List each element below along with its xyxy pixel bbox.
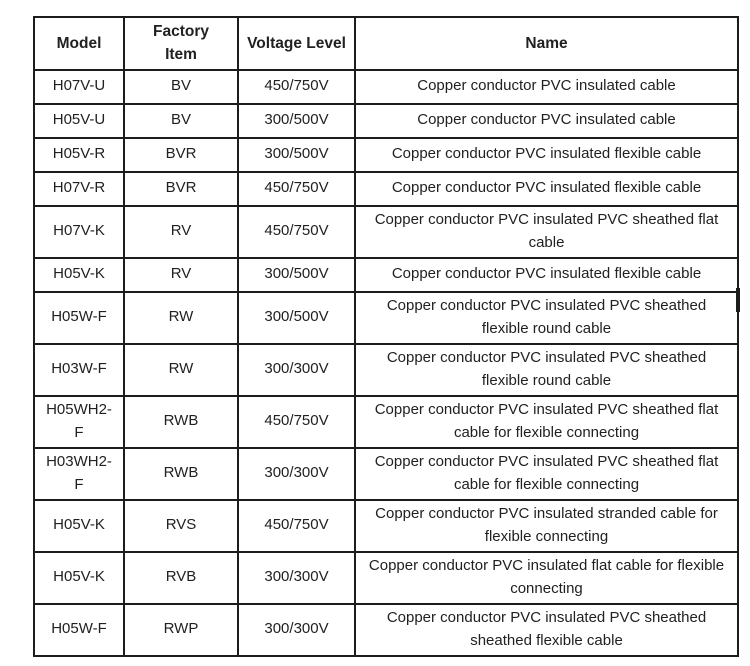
cell-name: Copper conductor PVC insulated flat cable for flexible connecting xyxy=(355,552,738,604)
cell-name: Copper conductor PVC insulated cable xyxy=(355,70,738,104)
cell-factory-item: BV xyxy=(124,70,238,104)
cell-name: Copper conductor PVC insulated PVC sheathed flexible round cable xyxy=(355,292,738,344)
cell-model: H05V-U xyxy=(34,104,124,138)
cell-name: Copper conductor PVC insulated cable xyxy=(355,104,738,138)
cell-voltage-level: 300/300V xyxy=(238,552,355,604)
cell-voltage-level: 300/500V xyxy=(238,292,355,344)
cell-factory-item: RV xyxy=(124,258,238,292)
cell-voltage-level: 300/300V xyxy=(238,604,355,656)
cell-name: Copper conductor PVC insulated PVC sheathed sheathed flexible cable xyxy=(355,604,738,656)
cell-voltage-level: 300/500V xyxy=(238,104,355,138)
cell-name: Copper conductor PVC insulated flexible cable xyxy=(355,172,738,206)
cell-name: Copper conductor PVC insulated flexible cable xyxy=(355,138,738,172)
cell-factory-item: RW xyxy=(124,344,238,396)
cell-model: H05W-F xyxy=(34,604,124,656)
table-row xyxy=(34,172,738,206)
cell-name: Copper conductor PVC insulated stranded cable for flexible connecting xyxy=(355,500,738,552)
table-row xyxy=(34,344,738,396)
cell-voltage-level: 300/500V xyxy=(238,138,355,172)
cell-model: H05W-F xyxy=(34,292,124,344)
table-row xyxy=(34,292,738,344)
cell-factory-item: RVS xyxy=(124,500,238,552)
cell-model: H05V-K xyxy=(34,500,124,552)
cell-voltage-level: 300/300V xyxy=(238,448,355,500)
table-row xyxy=(34,258,738,292)
cell-model: H05WH2-F xyxy=(34,396,124,448)
cable-spec-table xyxy=(33,16,739,657)
cell-model: H07V-R xyxy=(34,172,124,206)
cell-name: Copper conductor PVC insulated PVC sheathed flat cable xyxy=(355,206,738,258)
cell-voltage-level: 450/750V xyxy=(238,172,355,206)
table-row xyxy=(34,138,738,172)
cell-factory-item: RV xyxy=(124,206,238,258)
cell-name: Copper conductor PVC insulated PVC sheathed flat cable for flexible connecting xyxy=(355,448,738,500)
table-row xyxy=(34,70,738,104)
cell-factory-item: RWB xyxy=(124,448,238,500)
header-name: Name xyxy=(355,17,738,70)
scrollbar-thumb[interactable] xyxy=(736,288,740,312)
cell-model: H03WH2-F xyxy=(34,448,124,500)
cell-factory-item: RW xyxy=(124,292,238,344)
table-row xyxy=(34,500,738,552)
cell-model: H03W-F xyxy=(34,344,124,396)
table-row xyxy=(34,104,738,138)
cell-factory-item: RVB xyxy=(124,552,238,604)
cell-model: H07V-K xyxy=(34,206,124,258)
cell-factory-item: BVR xyxy=(124,138,238,172)
cell-factory-item: RWB xyxy=(124,396,238,448)
header-voltage-level: Voltage Level xyxy=(238,17,355,70)
header-model: Model xyxy=(34,17,124,70)
table-header-row xyxy=(34,17,738,70)
table-row xyxy=(34,604,738,656)
table-row xyxy=(34,552,738,604)
cell-voltage-level: 300/500V xyxy=(238,258,355,292)
cell-factory-item: BVR xyxy=(124,172,238,206)
cell-voltage-level: 450/750V xyxy=(238,206,355,258)
header-factory-item: Factory Item xyxy=(124,17,238,70)
table-row xyxy=(34,396,738,448)
cell-model: H07V-U xyxy=(34,70,124,104)
cell-factory-item: BV xyxy=(124,104,238,138)
cell-voltage-level: 450/750V xyxy=(238,70,355,104)
cell-voltage-level: 300/300V xyxy=(238,344,355,396)
cell-voltage-level: 450/750V xyxy=(238,396,355,448)
cell-name: Copper conductor PVC insulated PVC sheathed flexible round cable xyxy=(355,344,738,396)
cell-model: H05V-K xyxy=(34,258,124,292)
table-row xyxy=(34,448,738,500)
table-row xyxy=(34,206,738,258)
cell-name: Copper conductor PVC insulated PVC sheathed flat cable for flexible connecting xyxy=(355,396,738,448)
cell-model: H05V-K xyxy=(34,552,124,604)
cell-factory-item: RWP xyxy=(124,604,238,656)
cell-name: Copper conductor PVC insulated flexible cable xyxy=(355,258,738,292)
cell-model: H05V-R xyxy=(34,138,124,172)
cell-voltage-level: 450/750V xyxy=(238,500,355,552)
